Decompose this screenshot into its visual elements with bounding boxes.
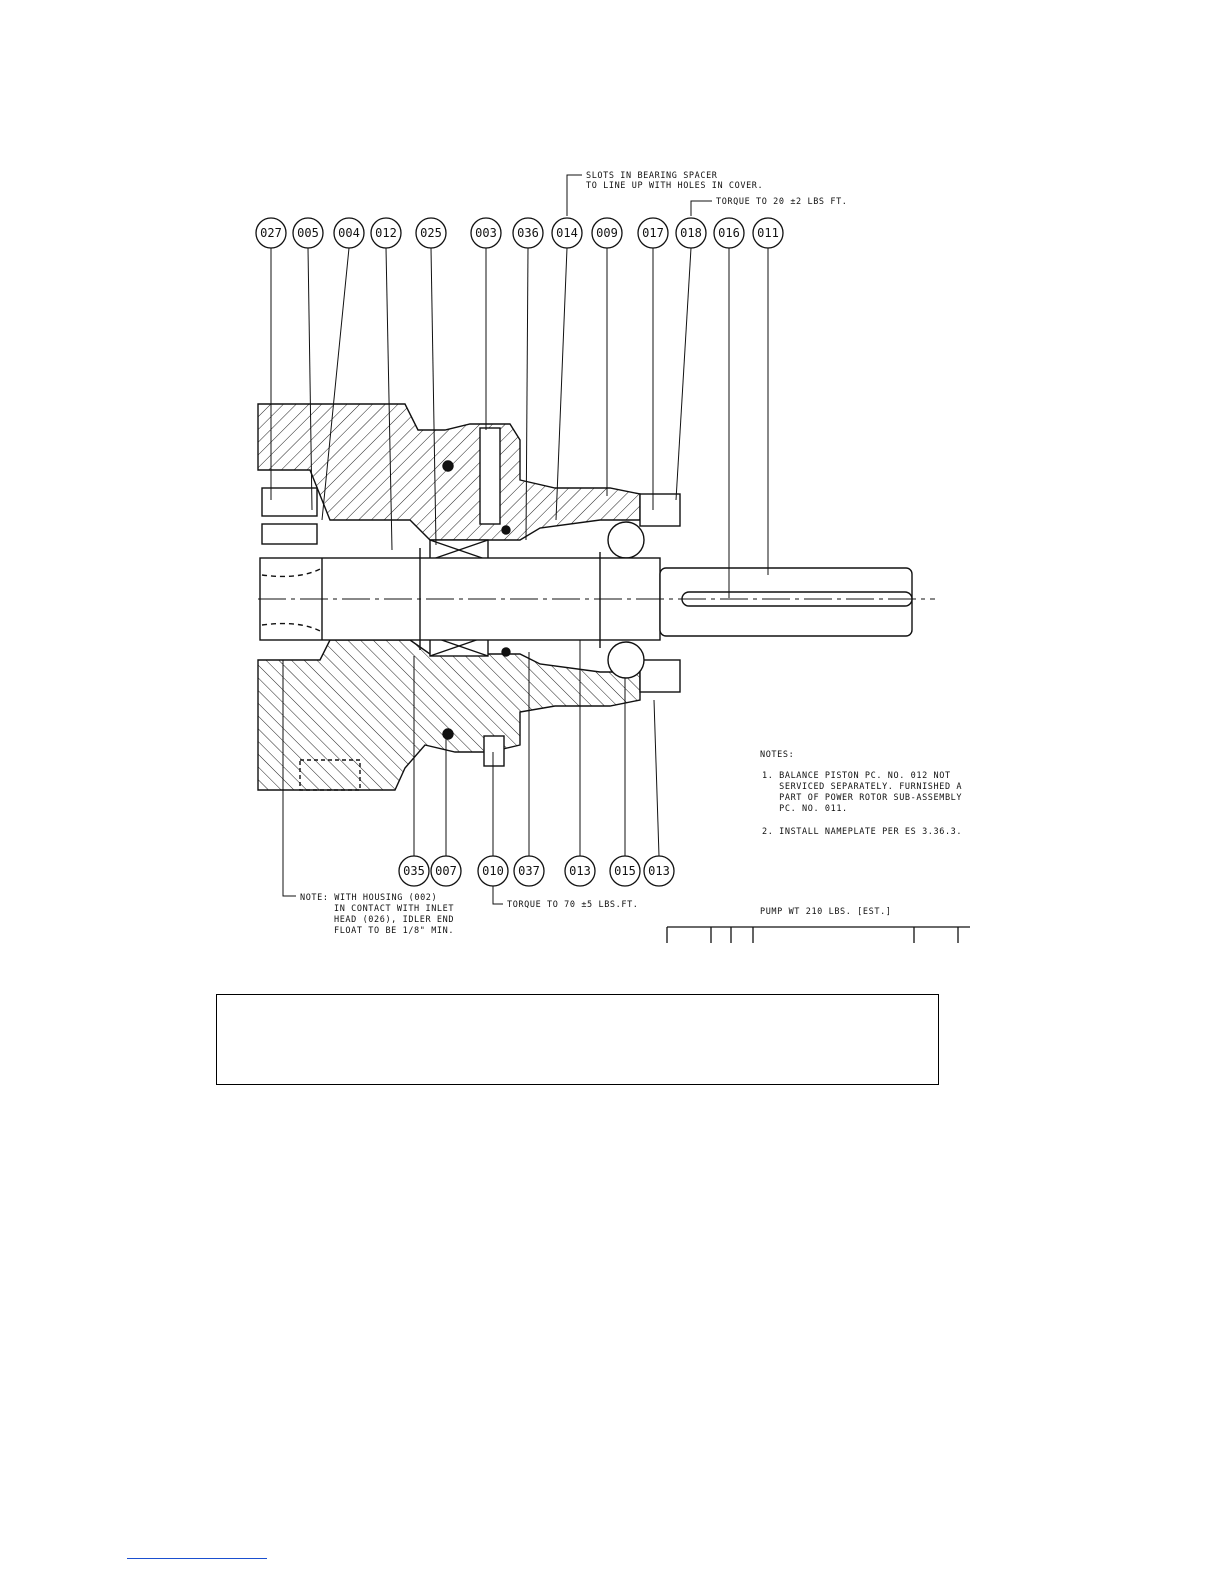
- bolt-upper: [480, 428, 500, 524]
- notes-block: [760, 750, 962, 837]
- callout-007: [431, 856, 461, 886]
- svg-text:013: 013: [569, 864, 591, 878]
- svg-text:HEAD (026), IDLER END: HEAD (026), IDLER END: [334, 915, 455, 925]
- pump-weight: PUMP WT 210 LBS. [EST.]: [760, 907, 892, 917]
- svg-text:FLOAT TO BE 1/8" MIN.: FLOAT TO BE 1/8" MIN.: [334, 926, 455, 936]
- callout-013a: [565, 856, 595, 886]
- callout-037: [514, 856, 544, 886]
- svg-text:035: 035: [403, 864, 425, 878]
- callout-017: [638, 218, 668, 248]
- svg-text:012: 012: [375, 226, 397, 240]
- svg-text:010: 010: [482, 864, 504, 878]
- callout-036: [513, 218, 543, 248]
- svg-text:014: 014: [556, 226, 578, 240]
- notes-heading: NOTES:: [760, 750, 795, 760]
- svg-text:011: 011: [757, 226, 779, 240]
- svg-text:1. BALANCE PISTON PC. NO. 012: 1. BALANCE PISTON PC. NO. 012 NOT: [762, 771, 951, 781]
- callout-018: [676, 218, 706, 248]
- callouts-bottom: [399, 856, 674, 886]
- callout-012: [371, 218, 401, 248]
- svg-text:IN CONTACT WITH INLET: IN CONTACT WITH INLET: [334, 904, 455, 914]
- housing-upper: [258, 404, 640, 540]
- svg-text:017: 017: [642, 226, 664, 240]
- svg-text:036: 036: [517, 226, 539, 240]
- svg-text:009: 009: [596, 226, 618, 240]
- housing-lower: [258, 640, 640, 790]
- callout-004: [334, 218, 364, 248]
- svg-text:013: 013: [648, 864, 670, 878]
- ball-bearing-upper: [608, 522, 644, 558]
- torque-top-note: TORQUE TO 20 ±2 LBS FT.: [716, 197, 848, 207]
- callout-010: [478, 856, 508, 886]
- svg-text:015: 015: [614, 864, 636, 878]
- svg-text:2. INSTALL NAMEPLATE PER ES 3.: 2. INSTALL NAMEPLATE PER ES 3.36.3.: [762, 827, 963, 837]
- svg-text:027: 027: [260, 226, 282, 240]
- svg-text:037: 037: [518, 864, 540, 878]
- svg-text:016: 016: [718, 226, 740, 240]
- callout-011: [753, 218, 783, 248]
- housing-note: [300, 893, 454, 936]
- svg-text:025: 025: [420, 226, 442, 240]
- callout-015: [610, 856, 640, 886]
- ball-bearing-lower: [608, 642, 644, 678]
- title-block-edge: [667, 927, 970, 943]
- svg-text:PC. NO. 011.: PC. NO. 011.: [762, 804, 848, 814]
- svg-text:NOTE: WITH HOUSING (002): NOTE: WITH HOUSING (002): [300, 893, 438, 903]
- svg-text:005: 005: [297, 226, 319, 240]
- svg-text:018: 018: [680, 226, 702, 240]
- empty-caption-box: [216, 994, 939, 1085]
- svg-text:004: 004: [338, 226, 360, 240]
- torque-bottom-note: TORQUE TO 70 ±5 LBS.FT.: [507, 900, 639, 910]
- callout-027: [256, 218, 286, 248]
- callouts-top: [256, 218, 783, 248]
- callout-016: [714, 218, 744, 248]
- callout-013b: [644, 856, 674, 886]
- footer-rule: [127, 1558, 267, 1559]
- cap-screw-upper: [640, 494, 680, 526]
- svg-text:003: 003: [475, 226, 497, 240]
- callout-003: [471, 218, 501, 248]
- slots-note-line2: TO LINE UP WITH HOLES IN COVER.: [586, 181, 764, 191]
- bolt-lower: [484, 736, 504, 766]
- callout-025: [416, 218, 446, 248]
- callout-035: [399, 856, 429, 886]
- svg-text:SERVICED SEPARATELY. FURNISHED: SERVICED SEPARATELY. FURNISHED A: [762, 782, 963, 792]
- svg-text:007: 007: [435, 864, 457, 878]
- callout-014: [552, 218, 582, 248]
- callout-009: [592, 218, 622, 248]
- svg-text:PART OF POWER ROTOR SUB-ASSEMB: PART OF POWER ROTOR SUB-ASSEMBLY: [762, 793, 963, 803]
- slots-note-line1: SLOTS IN BEARING SPACER: [586, 171, 718, 181]
- cross-section: [258, 404, 935, 790]
- cap-screw-lower: [640, 660, 680, 692]
- callout-005: [293, 218, 323, 248]
